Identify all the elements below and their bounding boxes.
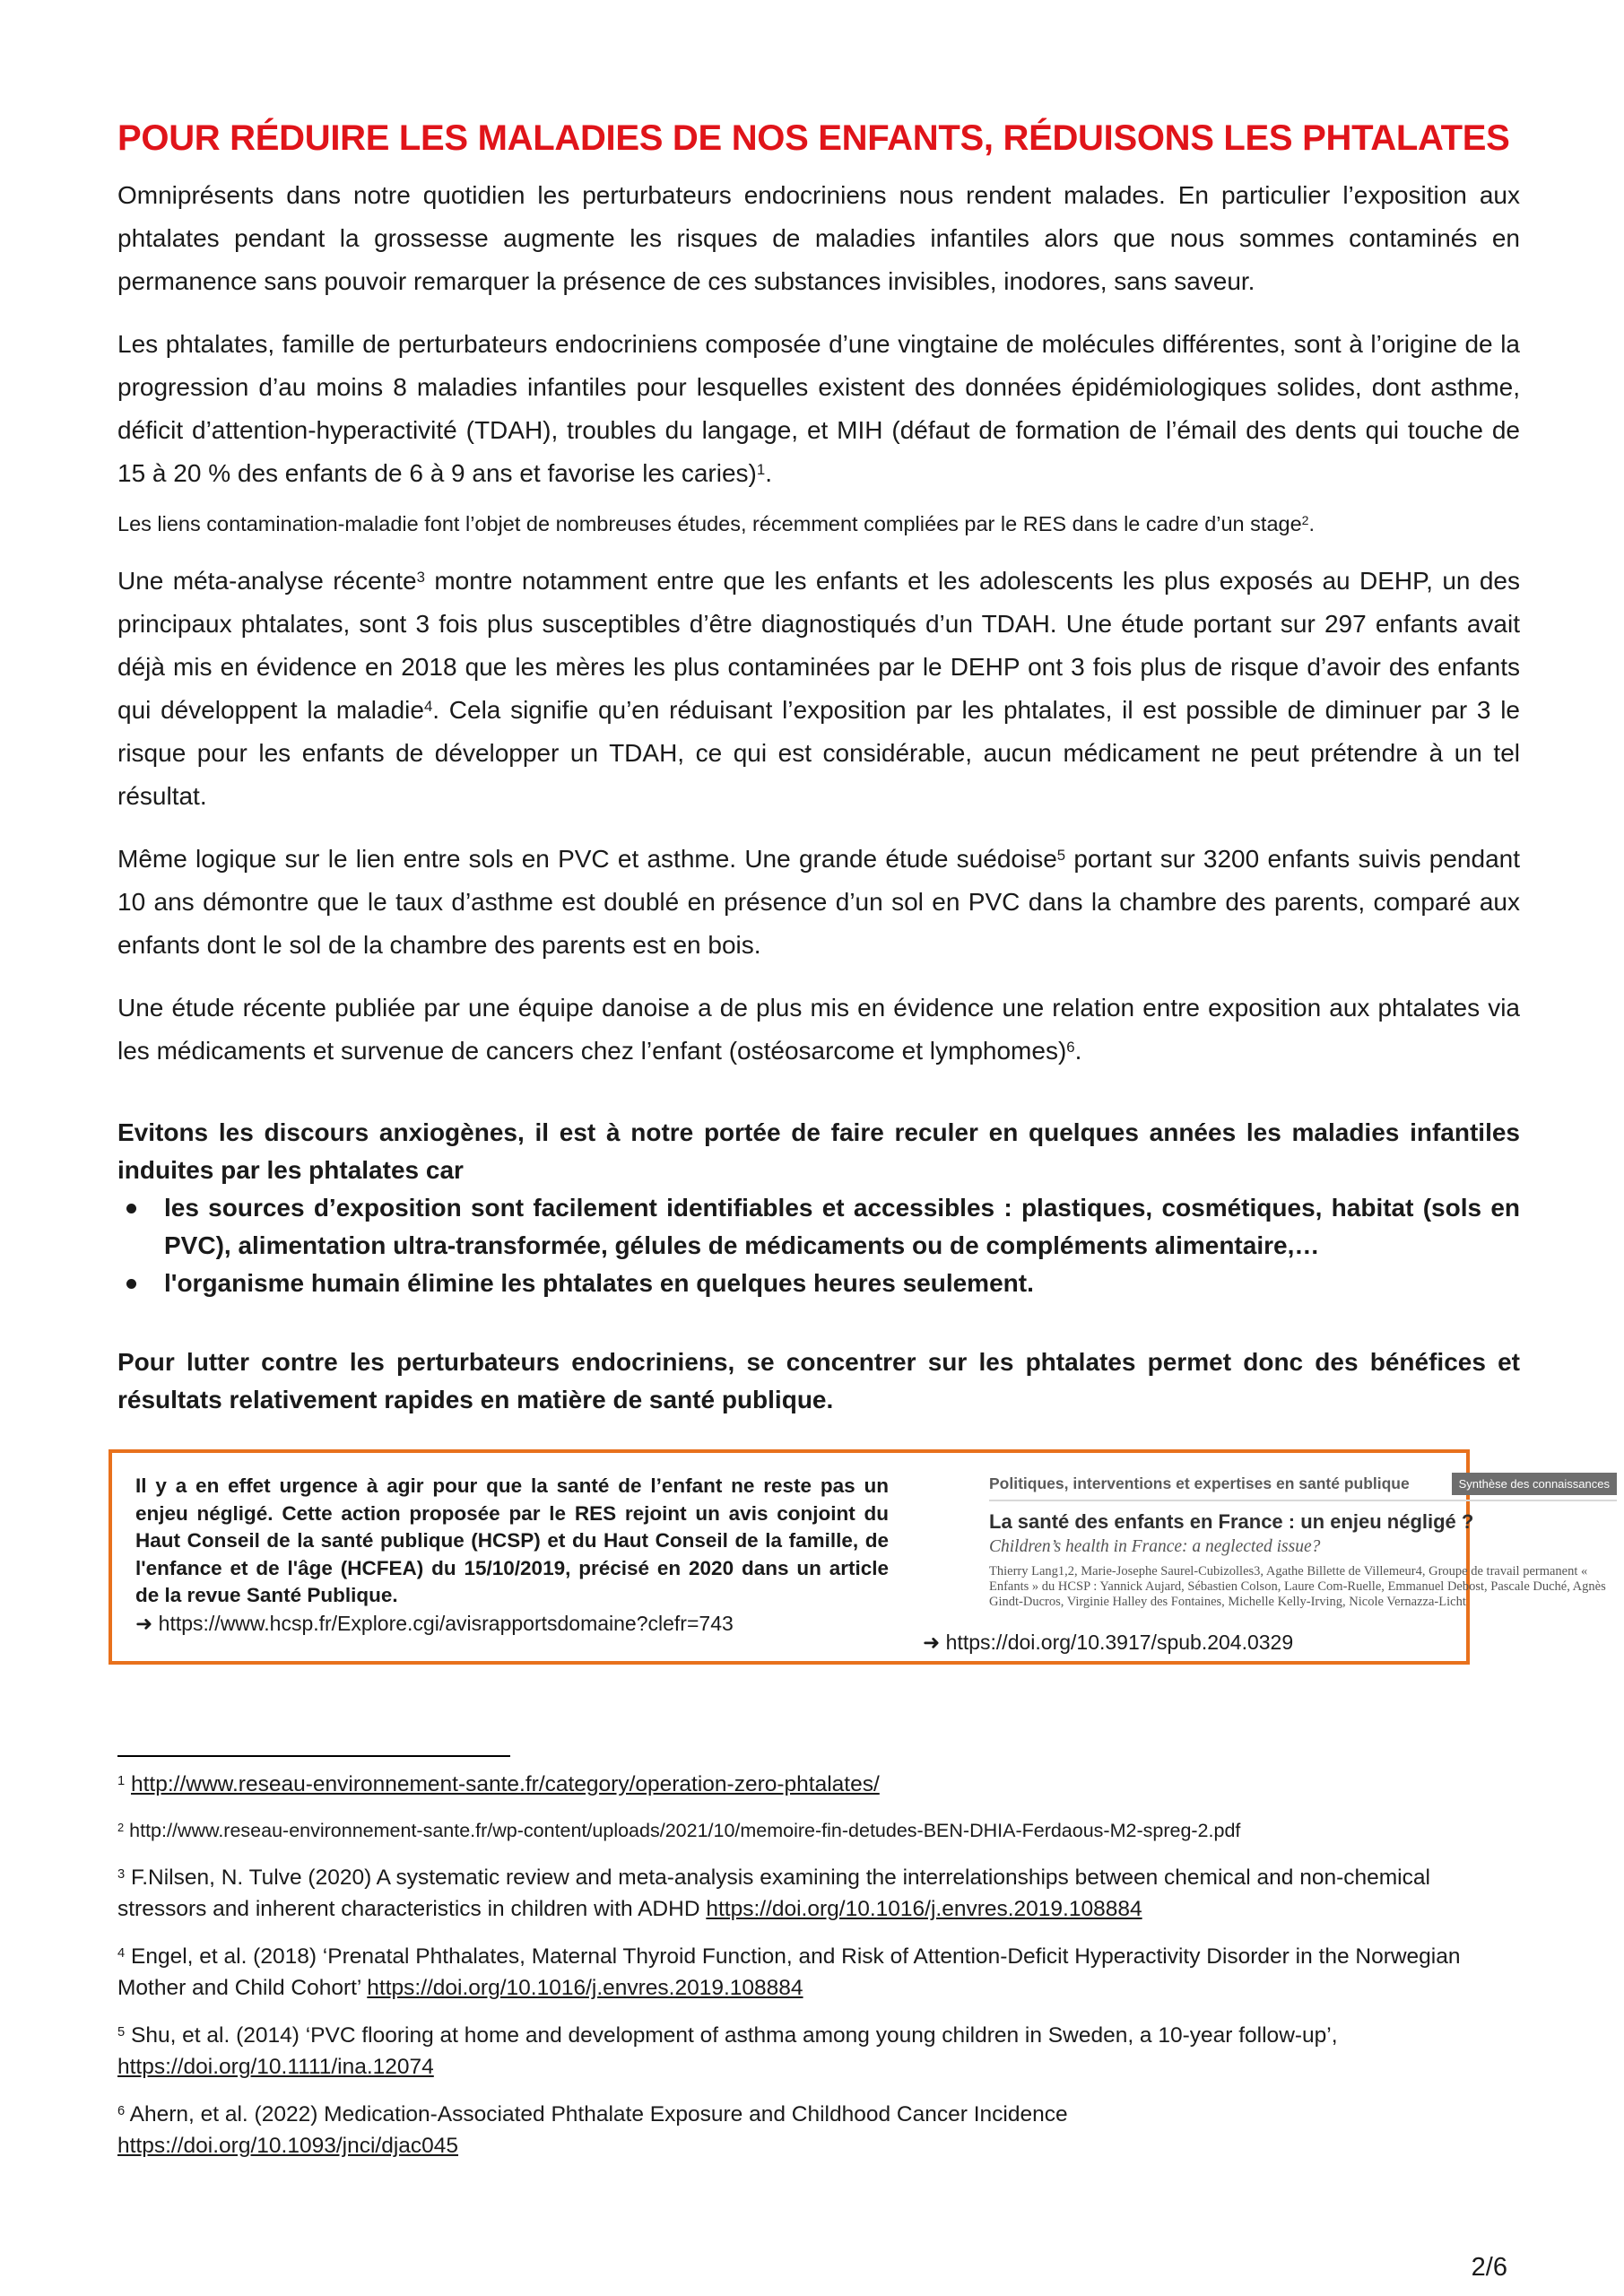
article-thumbnail[interactable] <box>989 1473 1617 1655</box>
footnote-link[interactable]: http://www.reseau-environnement-sante.fr/category/operation-zero-phtalates/ <box>130 1772 880 1796</box>
footnotes <box>117 1769 1520 2178</box>
bullet-icon <box>126 1204 136 1213</box>
article-body <box>117 115 1520 1419</box>
final-statement: Pour lutter contre les perturbateurs endocriniens, se concentrer sur les phtalates permet donc des bénéfices et résultats relativement rapides en matière de santé publique. <box>117 1348 1520 1413</box>
hcsp-link[interactable]: ➜ https://www.hcsp.fr/Explore.cgi/avisrapportsdomaine?clefr=743 <box>135 1611 734 1635</box>
paragraph-studies: Les liens contamination-maladie font l’objet de nombreuses études, récemment compliées par le RES dans le cadre d’un stage$^2$. <box>117 512 1316 535</box>
footnote-4: $^4$ Engel, et al. (2018) ‘Prenatal Phthalates, Maternal Thyroid Function, and Risk of Attention-Deficit Hyperactivity Disorder in the Norwegian Mother and Child Cohort’ https://doi.org/10.1016/j.envres.2019.108884 <box>117 1944 1461 2000</box>
footnote-1: $^1$ http://www.reseau-environnement-sante.fr/category/operation-zero-phtalates/ <box>117 1772 880 1796</box>
footnote-ref[interactable]: 2 <box>1301 512 1309 527</box>
footnote-link[interactable]: https://doi.org/10.1016/j.envres.2019.108884 <box>367 1976 803 2000</box>
page-number: 2/6 <box>1471 2253 1507 2282</box>
article-subtitle: Children’s health in France: a neglected issue? <box>989 1537 1321 1556</box>
page-title: POUR RÉDUIRE LES MALADIES DE NOS ENFANTS, RÉDUISONS LES PHTALATES <box>117 118 1510 158</box>
footnote-link[interactable]: https://doi.org/10.1093/jnci/djac045 <box>117 2134 459 2158</box>
footnote-3: $^3$ F.Nilsen, N. Tulve (2020) A systematic review and meta-analysis examining the interrelationships between chemical and non-chemical stressors and inherent characteristics in children with ADHD https://doi.org/10.1016/j.envres.2019.108884 <box>117 1866 1430 1921</box>
footnote-6: $^6$ Ahern, et al. (2022) Medication-Associated Phthalate Exposure and Childhood Cancer Incidence https://doi.org/10.1093/jnci/djac045 <box>117 2102 1068 2158</box>
footnote-5: $^5$ Shu, et al. (2014) ‘PVC flooring at home and development of asthma among young children in Sweden, a 10-year follow-up’, https://doi.org/10.1111/ina.12074 <box>117 2023 1338 2079</box>
footnote-ref[interactable]: 6 <box>1066 1038 1075 1056</box>
list-item: les sources d’exposition sont facilement identifiables et accessibles : plastiques, cosmétiques, habitat (sols en PVC), alimentation ultra-transformée, gélules de médicaments ou de compléments alimentaire,… <box>117 1189 1520 1265</box>
doi-link[interactable]: ➜ https://doi.org/10.3917/spub.204.0329 <box>923 1631 1294 1654</box>
footnote-2: $^2$ http://www.reseau-environnement-sante.fr/wp-content/uploads/2021/10/memoire-fin-detudes-BEN-DHIA-Ferdaous-M2-spreg-2.pdf <box>117 1820 1241 1841</box>
paragraph-cancer: Une étude récente publiée par une équipe danoise a de plus mis en évidence une relation entre exposition aux phtalates via les médicaments et survenue de cancers chez l’enfant (ostéosarcome et lymphomes)$^6$. <box>117 994 1520 1065</box>
article-topic: Politiques, interventions et expertises en santé publique <box>989 1474 1410 1492</box>
footnote-ref[interactable]: 5 <box>1056 846 1066 864</box>
callout-text-block <box>135 1473 889 1637</box>
paragraph-intro: Omniprésents dans notre quotidien les perturbateurs endocriniens nous rendent malades. En particulier l’exposition aux phtalates pendant la grossesse augmente les risques de maladies infantiles alors que nous sommes contaminés en permanence sans pouvoir remarquer la présence de ces substances invisibles, inodores, sans saveur. <box>117 181 1520 295</box>
footnote-ref[interactable]: 4 <box>423 697 433 715</box>
footnote-link[interactable]: https://doi.org/10.1111/ina.12074 <box>117 2055 434 2079</box>
article-badge: Synthèse des connaissances <box>1452 1473 1617 1495</box>
list-item: l'organisme humain élimine les phtalates en quelques heures seulement. <box>117 1265 1520 1302</box>
callout-text: Il y a en effet urgence à agir pour que la santé de l’enfant ne reste pas un enjeu négligé. Cette action proposée par le RES rejoint un avis conjoint du Haut Conseil de la santé publique (HCSP) et du Haut Conseil de la famille, de l'enfance et de l'âge (HCFEA) du 15/10/2019, précisé en 2020 dans un article de la revue Santé Publique. <box>135 1474 889 1606</box>
footnote-ref[interactable]: 1 <box>756 460 766 478</box>
paragraph-pvc-asthma: Même logique sur le lien entre sols en PVC et asthme. Une grande étude suédoise$^5$ portant sur 3200 enfants suivis pendant 10 ans démontre que le taux d’asthme est doublé en présence d’un sol en PVC dans la chambre des parents, comparé aux enfants dont le sol de la chambre des parents est en bois. <box>117 845 1521 959</box>
paragraph-phtalates: Les phtalates, famille de perturbateurs endocriniens composée d’une vingtaine de molécules différentes, sont à l’origine de la progression d’au moins 8 maladies infantiles pour lesquelles existent des données épidémiologiques solides, dont asthme, déficit d’attention-hyperactivité (TDAH), troubles du langage, et MIH (défaut de formation de l’émail des dents qui touche de 15 à 20 % des enfants de 6 à 9 ans et favorise les caries)$^1$. <box>117 330 1520 487</box>
footnote-divider <box>117 1755 510 1757</box>
callout-box <box>109 1449 1610 1665</box>
footnote-link[interactable]: https://doi.org/10.1016/j.envres.2019.108884 <box>706 1897 1142 1921</box>
article-title: La santé des enfants en France : un enjeu négligé ? <box>989 1510 1474 1533</box>
article-authors: Thierry Lang1,2, Marie-Josephe Saurel-Cubizolles3, Agathe Billette de Villemeur4, Groupe de travail permanent « Enfants » du HCSP : Yannick Aujard, Sébastien Colson, Laure Com-Ruelle, Emmanuel Debost, Pascale Duché, Agnès Gindt-Ducros, Virginie Halley des Fontaines, Michelle Kelly-Irving, Nicole Vernazza-Licht <box>989 1564 1606 1609</box>
paragraph-tdah: Une méta-analyse récente$^3$ montre notamment entre que les enfants et les adolescents les plus exposés au DEHP, un des principaux phtalates, sont 3 fois plus susceptibles d’être diagnostiqués d’un TDAH. Une étude portant sur 297 enfants avait déjà mis en évidence en 2018 que les mères les plus contaminées par le DEHP ont 3 fois plus de risque d’avoir des enfants qui développent la maladie$^4$. Cela signifie qu’en réduisant l’exposition par les phtalates, il est possible de diminuer par 3 le risque pour les enfants de développer un TDAH, ce qui est considérable, aucun médicament ne peut prétendre à un tel résultat. <box>117 567 1520 810</box>
conclusion-intro: Evitons les discours anxiogènes, il est à notre portée de faire reculer en quelques années les maladies infantiles induites par les phtalates car <box>117 1118 1520 1184</box>
conclusion-bullet-list <box>117 1189 1520 1302</box>
footnote-ref[interactable]: 3 <box>416 568 425 586</box>
bullet-icon <box>126 1279 136 1289</box>
